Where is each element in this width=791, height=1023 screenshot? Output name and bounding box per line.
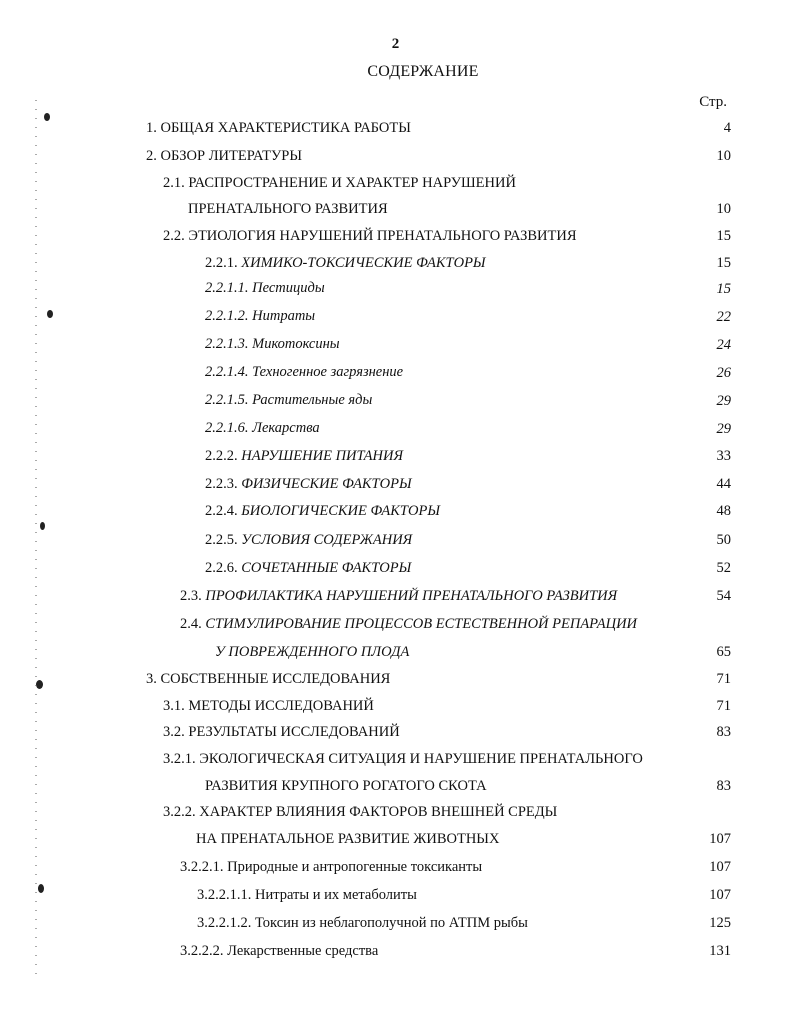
toc-entry-text: 3.2.2.1.1. Нитраты и их метаболиты: [197, 887, 417, 903]
page-column-header: Стр.: [699, 94, 727, 110]
toc-entry-page: 10: [716, 148, 731, 164]
toc-entry-text: [205, 475, 412, 493]
toc-entry-number: 2.2.2.: [205, 448, 238, 464]
toc-entry-page: 22: [716, 309, 731, 325]
toc-entry-page: 26: [716, 365, 731, 381]
toc-entry-page: 15: [716, 255, 731, 271]
scan-speck: [44, 113, 50, 121]
scan-speck: [47, 310, 53, 318]
toc-entry-page: 71: [716, 698, 731, 714]
toc-entry-text: [205, 447, 403, 465]
toc-entry-page: 44: [716, 476, 731, 492]
toc-entry-number: 2.2.6.: [205, 560, 238, 576]
toc-entry-page: 54: [716, 588, 731, 604]
toc-entry-text: НА ПРЕНАТАЛЬНОЕ РАЗВИТИЕ ЖИВОТНЫХ: [196, 831, 500, 847]
toc-entry-page: 107: [709, 859, 731, 875]
toc-entry-text: 3.2.1. ЭКОЛОГИЧЕСКАЯ СИТУАЦИЯ И НАРУШЕНИЕ ПРЕНАТАЛЬНОГО: [163, 751, 643, 767]
toc-entry-text: 3. СОБСТВЕННЫЕ ИССЛЕДОВАНИЯ: [146, 671, 391, 687]
toc-entry-page: 29: [716, 393, 731, 409]
toc-entry-number: 2.2.1.: [205, 255, 238, 271]
toc-entry-page: 15: [716, 228, 731, 244]
toc-entry-text: РАЗВИТИЯ КРУПНОГО РОГАТОГО СКОТА: [205, 778, 487, 794]
toc-entry-number: 2.2.5.: [205, 532, 238, 548]
toc-entry-page: 52: [716, 560, 731, 576]
toc-entry-number: 2.2.4.: [205, 503, 238, 519]
scan-dots: [35, 100, 37, 980]
toc-entry-text: 2.2.1.6. Лекарства: [205, 420, 320, 436]
toc-entry-text: 3.2.2.1. Природные и антропогенные токсиканты: [180, 859, 483, 875]
toc-entry-text: [205, 502, 440, 520]
toc-entry-page: 24: [716, 337, 731, 353]
scan-speck: [36, 680, 43, 689]
toc-entry-text: [180, 615, 637, 633]
toc-entry-text: 3.2.2.1.2. Токсин из неблагополучной по АТПМ рыбы: [197, 915, 528, 931]
toc-entry-text: 2.1. РАСПРОСТРАНЕНИЕ И ХАРАКТЕР НАРУШЕНИЙ: [163, 175, 516, 191]
scan-speck: [40, 522, 45, 530]
toc-entry-text: 2.2. ЭТИОЛОГИЯ НАРУШЕНИЙ ПРЕНАТАЛЬНОГО РАЗВИТИЯ: [163, 228, 577, 244]
toc-entry-text: [205, 254, 486, 272]
toc-entry-page: 48: [716, 503, 731, 519]
toc-entry-page: 107: [709, 831, 731, 847]
toc-entry-page: 15: [716, 281, 731, 297]
toc-entry-page: 10: [716, 201, 731, 217]
toc-entry-text: 2.2.1.3. Микотоксины: [205, 336, 340, 352]
page-number: 2: [391, 36, 400, 52]
toc-entry-number: 2.3.: [180, 588, 202, 604]
toc-entry-text: 2.2.1.2. Нитраты: [205, 308, 316, 324]
toc-entry-text: 3.2. РЕЗУЛЬТАТЫ ИССЛЕДОВАНИЙ: [163, 724, 400, 740]
scan-speck: [38, 884, 44, 893]
toc-entry-page: 50: [716, 532, 731, 548]
toc-entry-number: 2.4.: [180, 616, 202, 632]
toc-entry-text: 3.2.2. ХАРАКТЕР ВЛИЯНИЯ ФАКТОРОВ ВНЕШНЕЙ СРЕДЫ: [163, 804, 558, 820]
toc-entry-title: ФИЗИЧЕСКИЕ ФАКТОРЫ: [241, 476, 412, 492]
toc-entry-page: 4: [723, 120, 731, 136]
toc-entry-text: 3.1. МЕТОДЫ ИССЛЕДОВАНИЙ: [163, 698, 374, 714]
toc-entry-text: 2. ОБЗОР ЛИТЕРАТУРЫ: [146, 148, 302, 164]
toc-entry-title: ПРОФИЛАКТИКА НАРУШЕНИЙ ПРЕНАТАЛЬНОГО РАЗВИТИЯ: [205, 588, 618, 604]
toc-entry-page: 65: [716, 644, 731, 660]
toc-entry-page: 71: [716, 671, 731, 687]
page-title: СОДЕРЖАНИЕ: [367, 63, 479, 80]
toc-entry-page: 83: [716, 724, 731, 740]
toc-entry-text: [180, 587, 617, 605]
toc-entry-title: СОЧЕТАННЫЕ ФАКТОРЫ: [241, 560, 412, 576]
toc-entry-text: У ПОВРЕЖДЕННОГО ПЛОДА: [215, 644, 410, 660]
toc-entry-page: 33: [716, 448, 731, 464]
toc-entry-text: [205, 531, 412, 549]
toc-entry-page: 125: [709, 915, 731, 931]
toc-entry-title: УСЛОВИЯ СОДЕРЖАНИЯ: [241, 532, 413, 548]
toc-entry-title: НАРУШЕНИЕ ПИТАНИЯ: [241, 448, 403, 464]
toc-entry-text: 2.2.1.5. Растительные яды: [205, 392, 373, 408]
toc-entry-text: 2.2.1.4. Техногенное загрязнение: [205, 364, 404, 380]
toc-entry-page: 131: [709, 943, 731, 959]
toc-entry-number: 2.2.3.: [205, 476, 238, 492]
toc-entry-text: ПРЕНАТАЛЬНОГО РАЗВИТИЯ: [188, 201, 388, 217]
toc-entry-title: СТИМУЛИРОВАНИЕ ПРОЦЕССОВ ЕСТЕСТВЕННОЙ РЕПАРАЦИИ: [205, 616, 638, 632]
toc-entry-title: БИОЛОГИЧЕСКИЕ ФАКТОРЫ: [241, 503, 440, 519]
toc-entry-title: ХИМИКО-ТОКСИЧЕСКИЕ ФАКТОРЫ: [241, 255, 486, 271]
toc-entry-text: 3.2.2.2. Лекарственные средства: [180, 943, 379, 959]
toc-entry-page: 83: [716, 778, 731, 794]
toc-entry-page: 29: [716, 421, 731, 437]
toc-entry-text: 1. ОБЩАЯ ХАРАКТЕРИСТИКА РАБОТЫ: [146, 120, 411, 136]
toc-entry-page: 107: [709, 887, 731, 903]
toc-entry-text: 2.2.1.1. Пестициды: [205, 280, 325, 296]
toc-entry-text: [205, 559, 411, 577]
